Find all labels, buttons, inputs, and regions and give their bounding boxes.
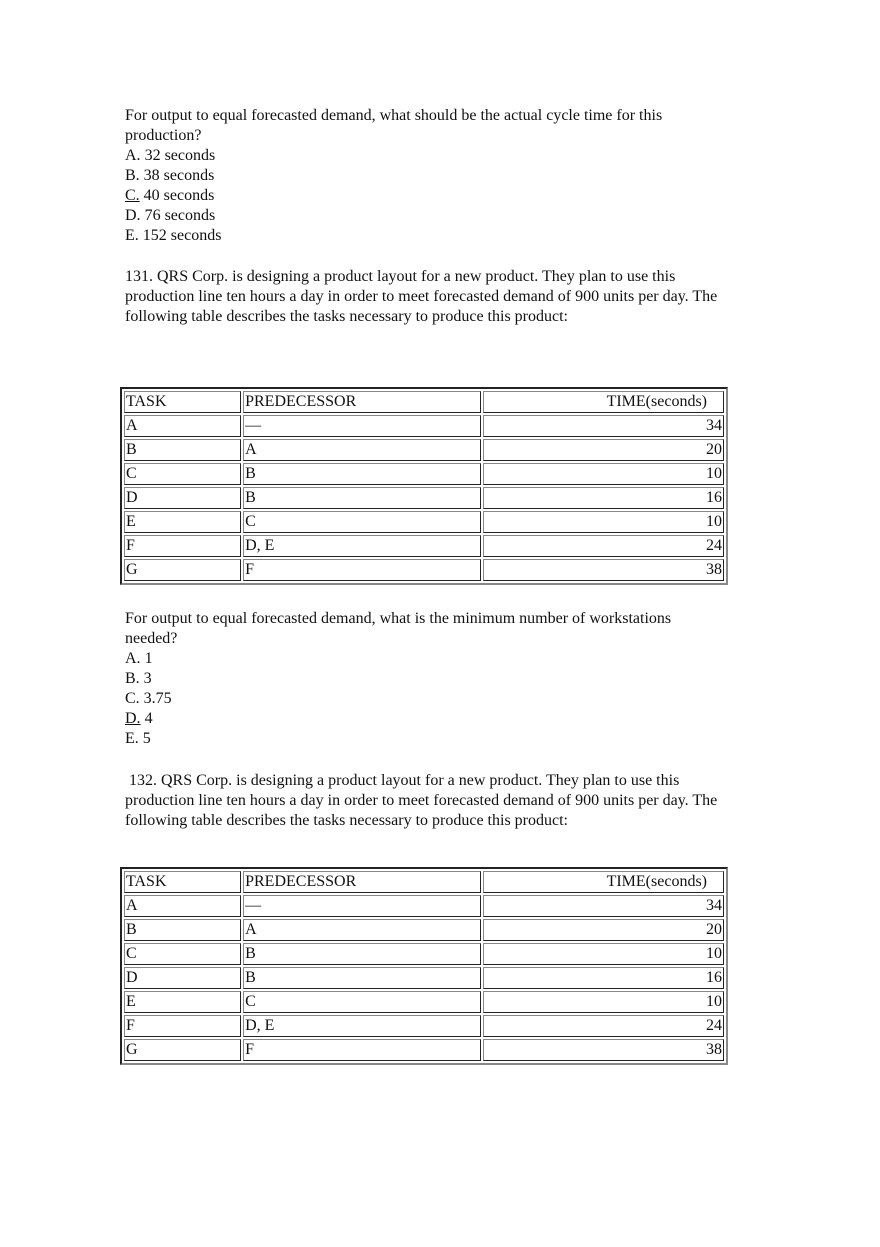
cell-predecessor: C <box>243 991 480 1013</box>
cell-predecessor: D, E <box>243 535 480 557</box>
table-row <box>124 559 724 581</box>
cell-time: 38 <box>483 559 724 581</box>
question-stem-line: needed? <box>125 630 178 647</box>
header-task: TASK <box>124 871 241 893</box>
cell-predecessor: D, E <box>243 1015 480 1037</box>
cell-time: 10 <box>483 991 724 1013</box>
cell-task: C <box>124 463 241 485</box>
table-header-row <box>124 391 724 413</box>
task-table-132 <box>120 867 728 1065</box>
question-intro-line: following table describes the tasks necessary to produce this product: <box>125 812 568 829</box>
cell-time: 24 <box>483 1015 724 1037</box>
cell-task: C <box>124 943 241 965</box>
table-row <box>124 991 724 1013</box>
cell-predecessor: B <box>243 967 480 989</box>
question-intro-line: production line ten hours a day in order to meet forecasted demand of 900 units per day. The <box>125 792 718 809</box>
question-intro-line: production line ten hours a day in order to meet forecasted demand of 900 units per day. The <box>125 288 718 305</box>
correct-answer-marker: D. <box>125 710 141 727</box>
table-row <box>124 535 724 557</box>
question-intro-line: 132. QRS Corp. is designing a product layout for a new product. They plan to use this <box>125 772 680 789</box>
answer-option-d: D. 76 seconds <box>125 207 216 224</box>
table-row <box>124 439 724 461</box>
cell-predecessor: A <box>243 919 480 941</box>
table-row <box>124 487 724 509</box>
header-time: TIME(seconds) <box>483 871 724 893</box>
cell-predecessor: B <box>243 487 480 509</box>
cell-predecessor: F <box>243 1039 480 1061</box>
cell-predecessor: A <box>243 439 480 461</box>
correct-answer-marker: C. <box>125 187 140 204</box>
cell-task: G <box>124 559 241 581</box>
question-stem-line: For output to equal forecasted demand, what is the minimum number of workstations <box>125 610 672 627</box>
answer-option-b: B. 3 <box>125 670 152 687</box>
header-predecessor: PREDECESSOR <box>243 391 480 413</box>
cell-task: E <box>124 511 241 533</box>
answer-option-e: E. 152 seconds <box>125 227 222 244</box>
header-task: TASK <box>124 391 241 413</box>
question-intro-line: 131. QRS Corp. is designing a product layout for a new product. They plan to use this <box>125 268 676 285</box>
cell-task: A <box>124 415 241 437</box>
cell-task: D <box>124 967 241 989</box>
cell-task: D <box>124 487 241 509</box>
table-row <box>124 895 724 917</box>
cell-predecessor: F <box>243 559 480 581</box>
table-row <box>124 463 724 485</box>
answer-option-c: C. 40 seconds <box>125 187 215 204</box>
cell-time: 10 <box>483 943 724 965</box>
cell-task: G <box>124 1039 241 1061</box>
task-table-131 <box>120 387 728 585</box>
question-stem-line: For output to equal forecasted demand, what should be the actual cycle time for this <box>125 107 663 124</box>
header-predecessor: PREDECESSOR <box>243 871 480 893</box>
question-intro-line: following table describes the tasks necessary to produce this product: <box>125 308 568 325</box>
question-132-intro <box>125 771 785 831</box>
cell-time: 38 <box>483 1039 724 1061</box>
cell-task: A <box>124 895 241 917</box>
table-header-row <box>124 871 724 893</box>
cell-predecessor: B <box>243 943 480 965</box>
answer-option-b: B. 38 seconds <box>125 167 215 184</box>
cell-time: 16 <box>483 487 724 509</box>
cell-task: B <box>124 919 241 941</box>
answer-option-a: A. 32 seconds <box>125 147 216 164</box>
cell-time: 16 <box>483 967 724 989</box>
question-stem-line: production? <box>125 127 202 144</box>
table-row <box>124 511 724 533</box>
answer-option-e: E. 5 <box>125 730 151 747</box>
table-row <box>124 1015 724 1037</box>
question-131-block <box>125 609 785 749</box>
answer-option-c: C. 3.75 <box>125 690 172 707</box>
cell-task: F <box>124 1015 241 1037</box>
cell-predecessor: — <box>243 895 480 917</box>
table-row <box>124 967 724 989</box>
table-row <box>124 1039 724 1061</box>
cell-time: 34 <box>483 895 724 917</box>
answer-option-d: D. 4 <box>125 710 153 727</box>
table-row <box>124 919 724 941</box>
table-row <box>124 415 724 437</box>
cell-task: B <box>124 439 241 461</box>
table-row <box>124 943 724 965</box>
cell-predecessor: — <box>243 415 480 437</box>
cell-time: 10 <box>483 511 724 533</box>
cell-time: 20 <box>483 439 724 461</box>
cell-task: F <box>124 535 241 557</box>
cell-time: 10 <box>483 463 724 485</box>
cell-time: 34 <box>483 415 724 437</box>
cell-task: E <box>124 991 241 1013</box>
question-130-block <box>125 106 785 246</box>
header-time: TIME(seconds) <box>483 391 724 413</box>
cell-time: 20 <box>483 919 724 941</box>
answer-option-a: A. 1 <box>125 650 153 667</box>
cell-time: 24 <box>483 535 724 557</box>
cell-predecessor: B <box>243 463 480 485</box>
question-131-intro <box>125 267 785 327</box>
cell-predecessor: C <box>243 511 480 533</box>
